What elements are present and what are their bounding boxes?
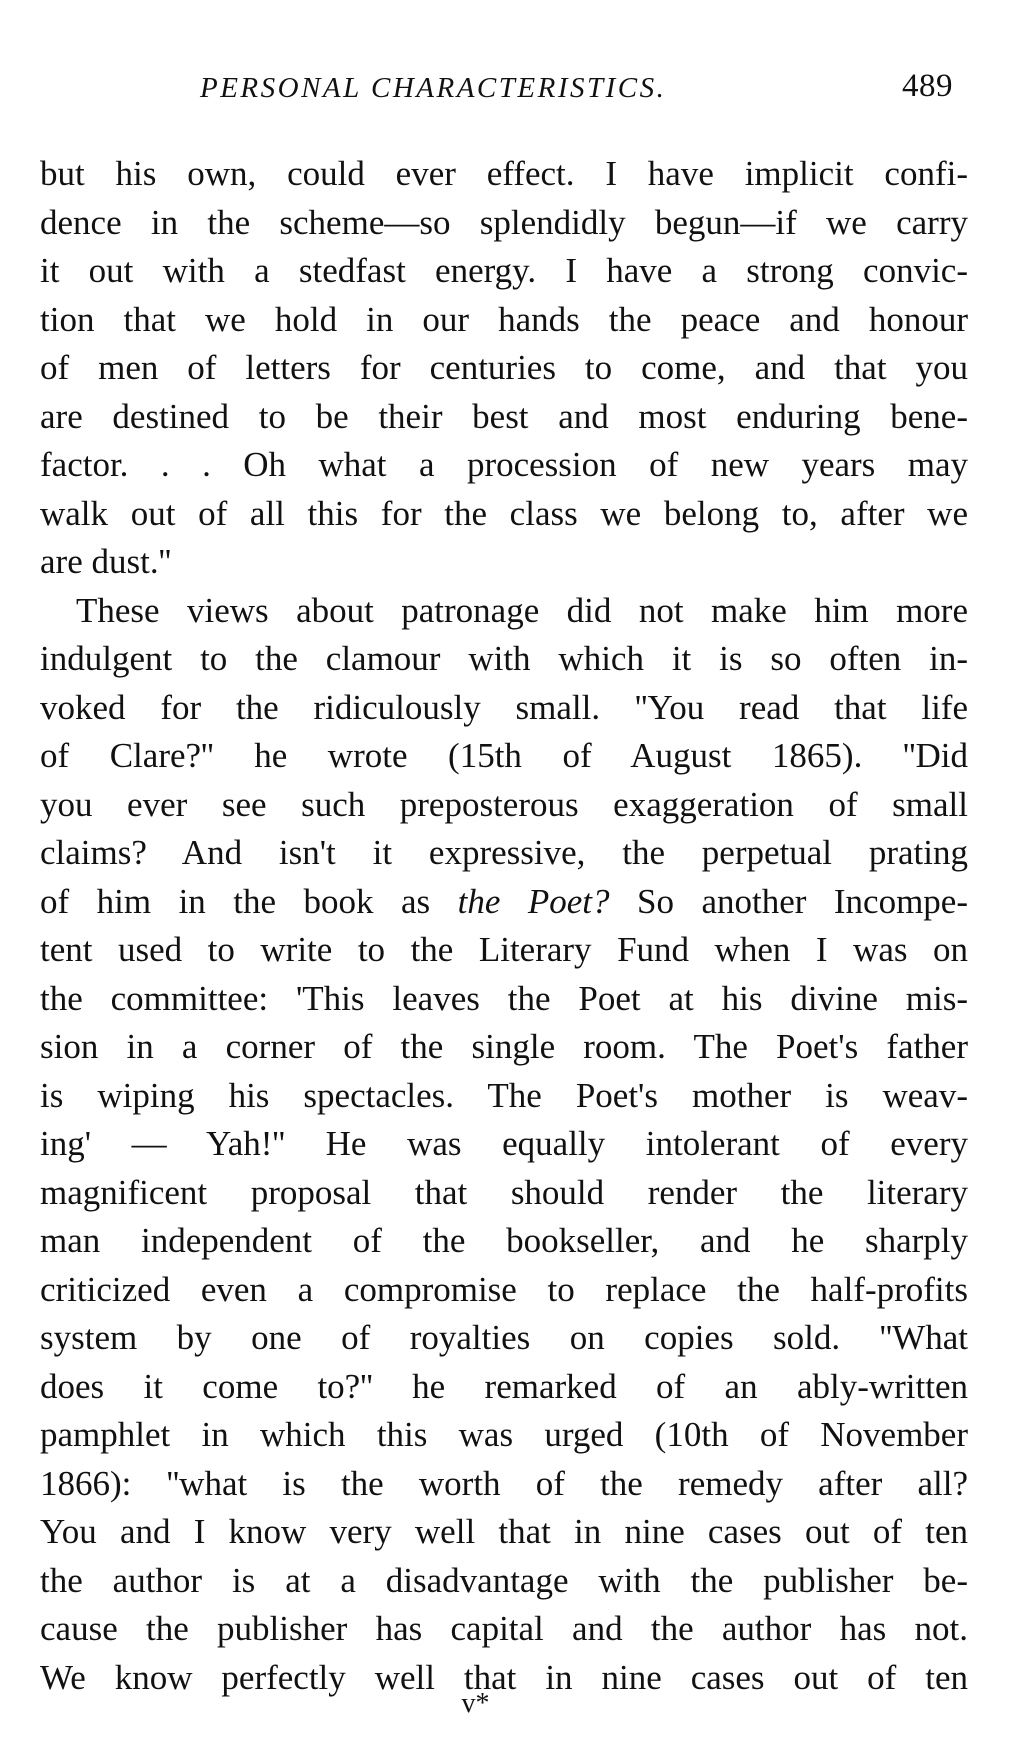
page-number: 489	[902, 68, 953, 104]
text-line: criticized even a compromise to replace the half-profits	[40, 1269, 968, 1309]
text-line: of Clare?'' he wrote (15th of August 1865). ''Did	[40, 736, 968, 775]
text-line: are destined to be their best and most enduring bene-	[40, 396, 968, 436]
text-line: You and I know very well that in nine cases out of ten	[40, 1512, 968, 1551]
body-text	[40, 150, 968, 1702]
running-title: PERSONAL CHARACTERISTICS.	[200, 72, 667, 104]
text-line: the author is at a disadvantage with the publisher be-	[40, 1560, 968, 1600]
text-line: indulgent to the clamour with which it is so often in-	[40, 639, 968, 678]
text-line-with-italic	[40, 878, 968, 927]
text-line: system by one of royalties on copies sold. ''What	[40, 1318, 968, 1357]
text-line: sion in a corner of the single room. The Poet's father	[40, 1027, 968, 1066]
text-line: you ever see such preposterous exaggeration of small	[40, 784, 968, 824]
text-line: the committee: 'This leaves the Poet at his divine mis-	[40, 978, 968, 1018]
text-line: cause the publisher has capital and the author has not.	[40, 1609, 968, 1648]
text-line: dence in the scheme—so splendidly begun—if we carry	[40, 202, 968, 242]
text-line: is wiping his spectacles. The Poet's mother is weav-	[40, 1075, 968, 1115]
text-line: man independent of the bookseller, and he sharply	[40, 1221, 968, 1260]
text-line: are dust.''	[40, 542, 172, 581]
text-line: claims? And isn't it expressive, the perpetual prating	[40, 833, 968, 872]
text-line: We know perfectly well that in nine cases out of ten	[40, 1657, 968, 1697]
text-segment: So another Incompe-	[609, 881, 968, 921]
text-line: pamphlet in which this was urged (10th of November	[40, 1415, 968, 1454]
text-line: ing' — Yah!'' He was equally intolerant of every	[40, 1124, 968, 1163]
text-line: it out with a stedfast energy. I have a strong convic-	[40, 251, 968, 290]
paragraph-first-line: These views about patronage did not make him more	[76, 590, 968, 630]
text-line: walk out of all this for the class we belong to, after we	[40, 493, 968, 533]
signature-mark	[0, 1688, 1027, 1720]
signature-text: v*	[461, 1688, 490, 1719]
text-line: factor. . . Oh what a procession of new years may	[40, 445, 968, 484]
italic-phrase: the Poet?	[457, 881, 610, 921]
text-line: does it come to?'' he remarked of an ably-written	[40, 1366, 968, 1406]
text-line: 1866): ''what is the worth of the remedy after all?	[40, 1463, 968, 1503]
text-line: of men of letters for centuries to come, and that you	[40, 348, 968, 387]
text-segment: of him in the book as	[40, 881, 458, 921]
running-head	[0, 66, 1027, 116]
text-line: tion that we hold in our hands the peace and honour	[40, 299, 968, 339]
text-line: tent used to write to the Literary Fund when I was on	[40, 930, 968, 969]
text-line: but his own, could ever effect. I have implicit confi-	[40, 154, 968, 193]
text-line: voked for the ridiculously small. ''You read that life	[40, 687, 968, 727]
text-line: magnificent proposal that should render the literary	[40, 1172, 968, 1212]
